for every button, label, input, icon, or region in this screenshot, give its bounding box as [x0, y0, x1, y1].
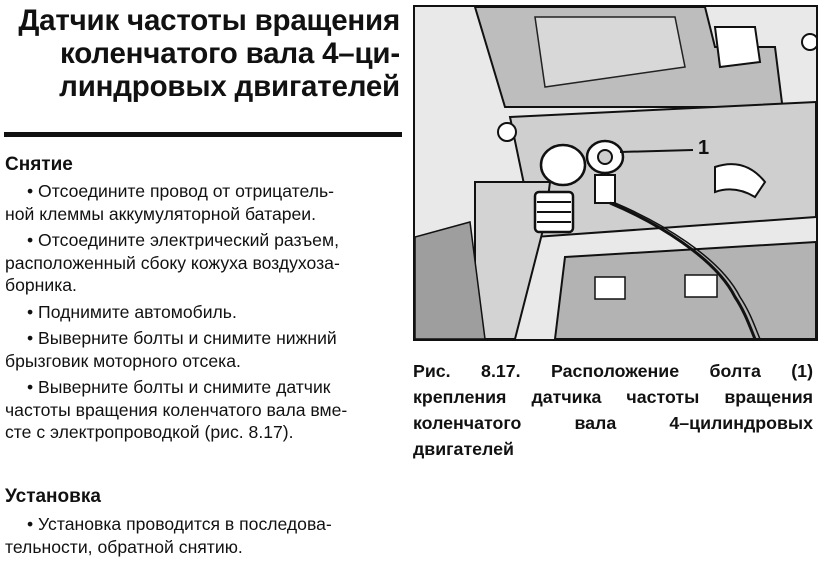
step-paragraph — [5, 180, 401, 225]
text-line: ной клеммы аккумуляторной батареи. — [5, 203, 317, 224]
title-line: коленчатого вала 4–ци- — [60, 37, 400, 70]
installation-heading: Установка — [5, 486, 101, 507]
text-line: • Отсоедините провод от отрицатель- — [27, 181, 334, 201]
removal-steps — [5, 180, 401, 448]
engine-illustration — [415, 7, 816, 339]
text-line: • Установка проводится в последова- — [27, 514, 332, 534]
text-line: • Отсоедините электрический разъем, — [27, 230, 339, 250]
step-paragraph — [5, 513, 401, 558]
caption-line: крепления датчика частоты вращения — [413, 387, 813, 407]
text-line: • Выверните болты и снимите датчик — [27, 377, 331, 397]
caption-line: Рис. 8.17. Расположение болта (1) — [413, 361, 813, 381]
sensor-location-figure — [413, 5, 818, 341]
text-line: частоты вращения коленчатого вала вме- — [5, 399, 348, 420]
step-paragraph — [5, 229, 401, 297]
text-line: брызговик моторного отсека. — [5, 350, 241, 371]
step-paragraph — [5, 327, 401, 372]
title-line: Датчик частоты вращения — [18, 4, 400, 37]
step-paragraph — [5, 376, 401, 444]
installation-steps — [5, 513, 401, 562]
callout-label: 1 — [698, 137, 710, 159]
text-line: тельности, обратной снятию. — [5, 536, 243, 557]
title-line: линдровых двигателей — [59, 70, 400, 103]
caption-line: двигателей — [413, 439, 514, 459]
title-divider — [4, 132, 402, 137]
text-line: • Выверните болты и снимите нижний — [27, 328, 337, 348]
figure-caption — [413, 358, 813, 462]
removal-heading: Снятие — [5, 154, 73, 175]
step-paragraph — [5, 301, 401, 324]
text-line: • Поднимите автомобиль. — [27, 301, 237, 322]
text-line: борника. — [5, 275, 77, 295]
caption-line: коленчатого вала 4–цилиндровых — [413, 413, 813, 433]
section-title — [0, 4, 400, 103]
text-line: расположенный сбоку кожуха воздухоза- — [5, 252, 340, 273]
text-line: сте с электропроводкой (рис. 8.17). — [5, 422, 294, 442]
